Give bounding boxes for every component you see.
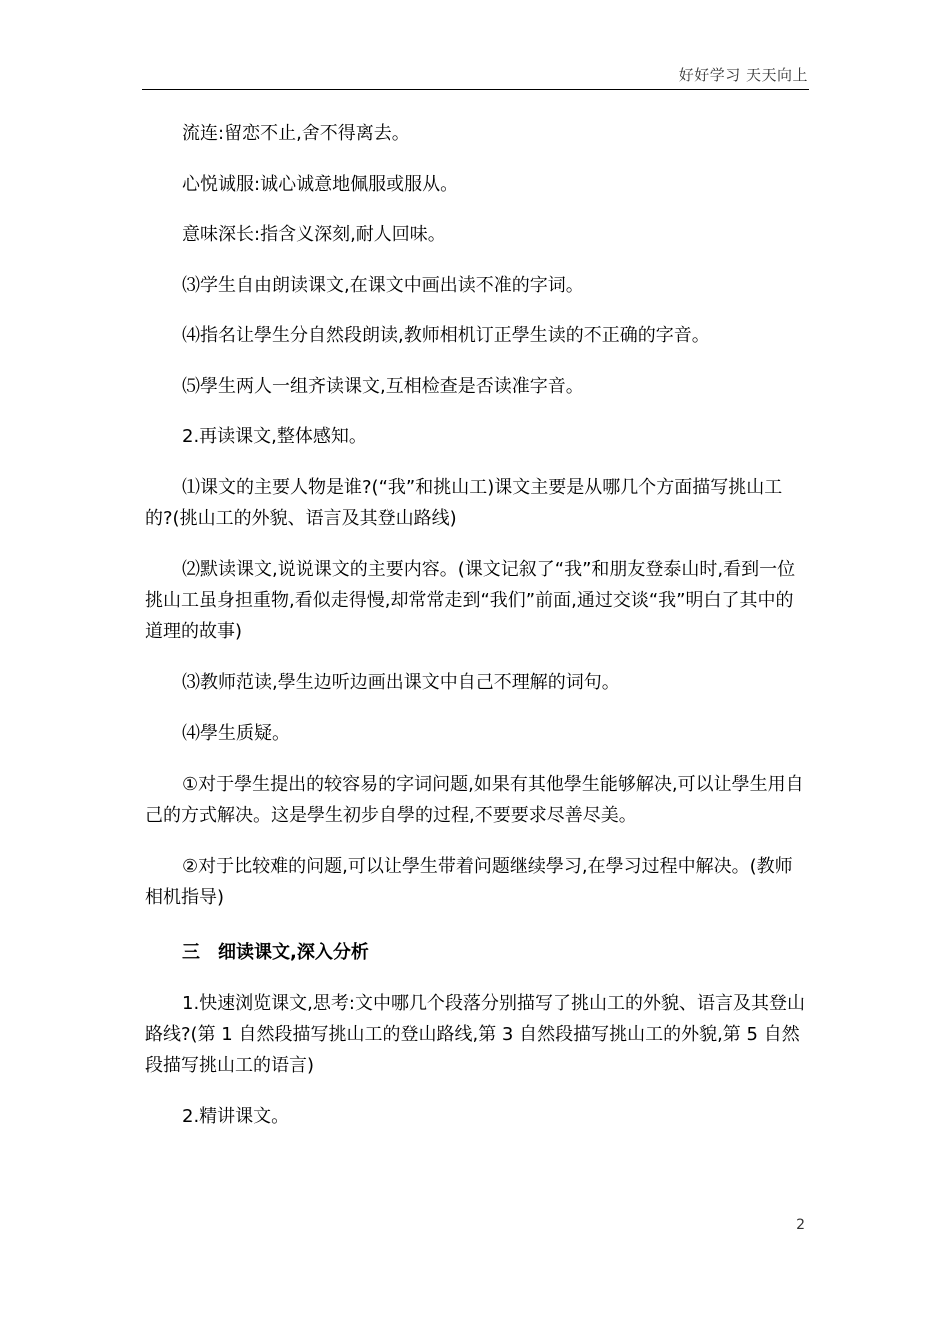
paragraph: ⑸學生两人一组齐读课文,互相检查是否读准字音。 (182, 376, 584, 397)
paragraph: 意味深长:指含义深刻,耐人回味。 (182, 224, 446, 245)
page-number: 2 (796, 1217, 805, 1233)
paragraph: ⑶教师范读,學生边听边画出课文中自己不理解的词句。 (182, 672, 620, 693)
paragraph: ①对于學生提出的较容易的字词问题,如果有其他學生能够解决,可以让學生用自己的方式解决。这是學生初步自學的过程,不要要求尽善尽美。 (145, 774, 804, 826)
paragraph: 流连:留恋不止,舍不得离去。 (182, 123, 410, 144)
section-heading: 三 细读课文,深入分析 (182, 942, 369, 963)
paragraph: ⑷指名让學生分自然段朗读,教师相机订正學生读的不正确的字音。 (182, 325, 710, 346)
paragraph: 2.精讲课文。 (182, 1106, 290, 1127)
paragraph: ②对于比较难的问题,可以让學生带着问题继续學习,在學习过程中解决。(教师相机指导) (145, 856, 793, 908)
paragraph: 1.快速浏览课文,思考:文中哪几个段落分别描写了挑山工的外貌、语言及其登山路线?(第 1 自然段描写挑山工的登山路线,第 3 自然段描写挑山工的外貌,第 5 自然段描写挑山工的语言) (145, 993, 805, 1076)
document-body (145, 118, 805, 1132)
paragraph: ⑷學生质疑。 (182, 723, 290, 744)
header-rule (142, 89, 809, 90)
paragraph: 2.再读课文,整体感知。 (182, 426, 367, 447)
paragraph: ⑴课文的主要人物是谁?(“我”和挑山工)课文主要是从哪几个方面描写挑山工的?(挑山工的外貌、语言及其登山路线) (145, 477, 783, 529)
paragraph: 心悦诚服:诚心诚意地佩服或服从。 (182, 174, 459, 195)
paragraph: ⑵默读课文,说说课文的主要内容。(课文记叙了“我”和朋友登泰山时,看到一位挑山工虽身担重物,看似走得慢,却常常走到“我们”前面,通过交谈“我”明白了其中的道理的故事) (145, 559, 796, 642)
header-text: 好好学习 天天向上 (678, 66, 808, 84)
paragraph: ⑶学生自由朗读课文,在课文中画出读不准的字词。 (182, 275, 584, 296)
